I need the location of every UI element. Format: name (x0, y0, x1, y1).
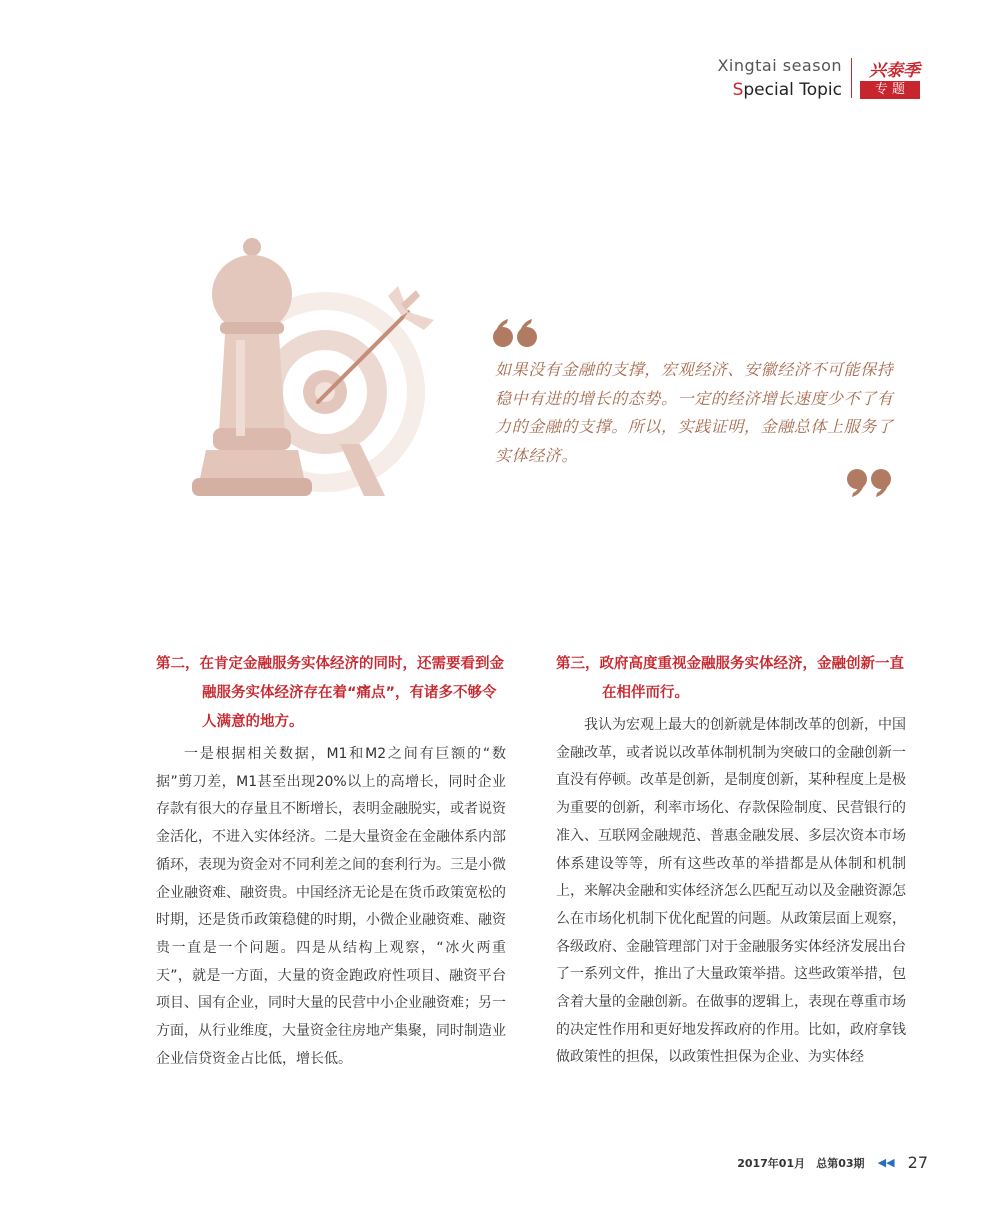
chess-target-illustration (180, 230, 460, 505)
double-arrow-icon: ◀◀ (877, 1156, 895, 1169)
issue-number: 总第03期 (816, 1156, 865, 1170)
issue-date: 2017年01月 (737, 1156, 806, 1170)
header-divider (851, 58, 852, 98)
page-footer (737, 1152, 928, 1172)
section-heading-second: 第二，在肯定金融服务实体经济的同时，还需要看到金融服务实体经济存在着“痛点”，有诸多不够令人满意的地方。 (156, 656, 504, 730)
section-badge: 专 题 (860, 81, 920, 99)
right-column (556, 650, 906, 1072)
magazine-name-en: Xingtai season (717, 56, 842, 75)
pull-quote (492, 318, 902, 488)
section-name-initial: S (732, 80, 744, 100)
quote-close-icon (844, 468, 892, 498)
magazine-logo: 兴泰季 (869, 61, 920, 81)
section-name-rest: pecial Topic (743, 80, 842, 100)
page-number: 27 (907, 1153, 928, 1172)
section-name-en (733, 80, 842, 100)
body-paragraph-left: 一是根据相关数据，M1和M2之间有巨额的“数据”剪刀差，M1甚至出现20%以上的高增长，同时企业存款有很大的存量且不断增长，表明金融脱实，或者说资金活化，不进入实体经济。二是大量资金在金融体系内部循环，表现为资金对不同利差之间的套利行为。三是小微企业融资难、融资贵。中国经济无论是在货币政策宽松的时期，还是货币政策稳健的时期，小微企业融资难、融资贵一直是一个问题。四是从结构上观察，“冰火两重天”，就是一方面，大量的资金跑政府性项目、融资平台项目、国有企业，同时大量的民营中小企业融资难；另一方面，从行业维度，大量资金往房地产集聚，同时制造业企业信贷资金占比低，增长低。 (156, 746, 506, 1067)
quote-text: 如果没有金融的支撑，宏观经济、安徽经济不可能保持稳中有进的增长的态势。一定的经济增长速度少不了有力的金融的支撑。所以，实践证明，金融总体上服务了实体经济。 (495, 360, 894, 465)
body-paragraph-right: 我认为宏观上最大的创新就是体制改革的创新，中国金融改革，或者说以改革体制机制为突破口的金融创新一直没有停顿。改革是创新，是制度创新，某种程度上是极为重要的创新，利率市场化、存款保险制度、民营银行的准入、互联网金融规范、普惠金融发展、多层次资本市场体系建设等等，所有这些改革的举措都是从体制和机制上，来解决金融和实体经济怎么匹配互动以及金融资源怎么在市场化机制下优化配置的问题。从政策层面上观察，各级政府、金融管理部门对于金融服务实体经济发展出台了一系列文件，推出了大量政策举措。这些政策举措，包含着大量的金融创新。在做事的逻辑上，表现在尊重市场的决定性作用和更好地发挥政府的作用。比如，政府拿钱做政策性的担保，以政策性担保为企业、为实体经 (556, 717, 906, 1066)
quote-open-icon (492, 318, 540, 348)
left-column (156, 650, 506, 1073)
section-heading-third: 第三，政府高度重视金融服务实体经济，金融创新一直在相伴而行。 (556, 656, 904, 701)
